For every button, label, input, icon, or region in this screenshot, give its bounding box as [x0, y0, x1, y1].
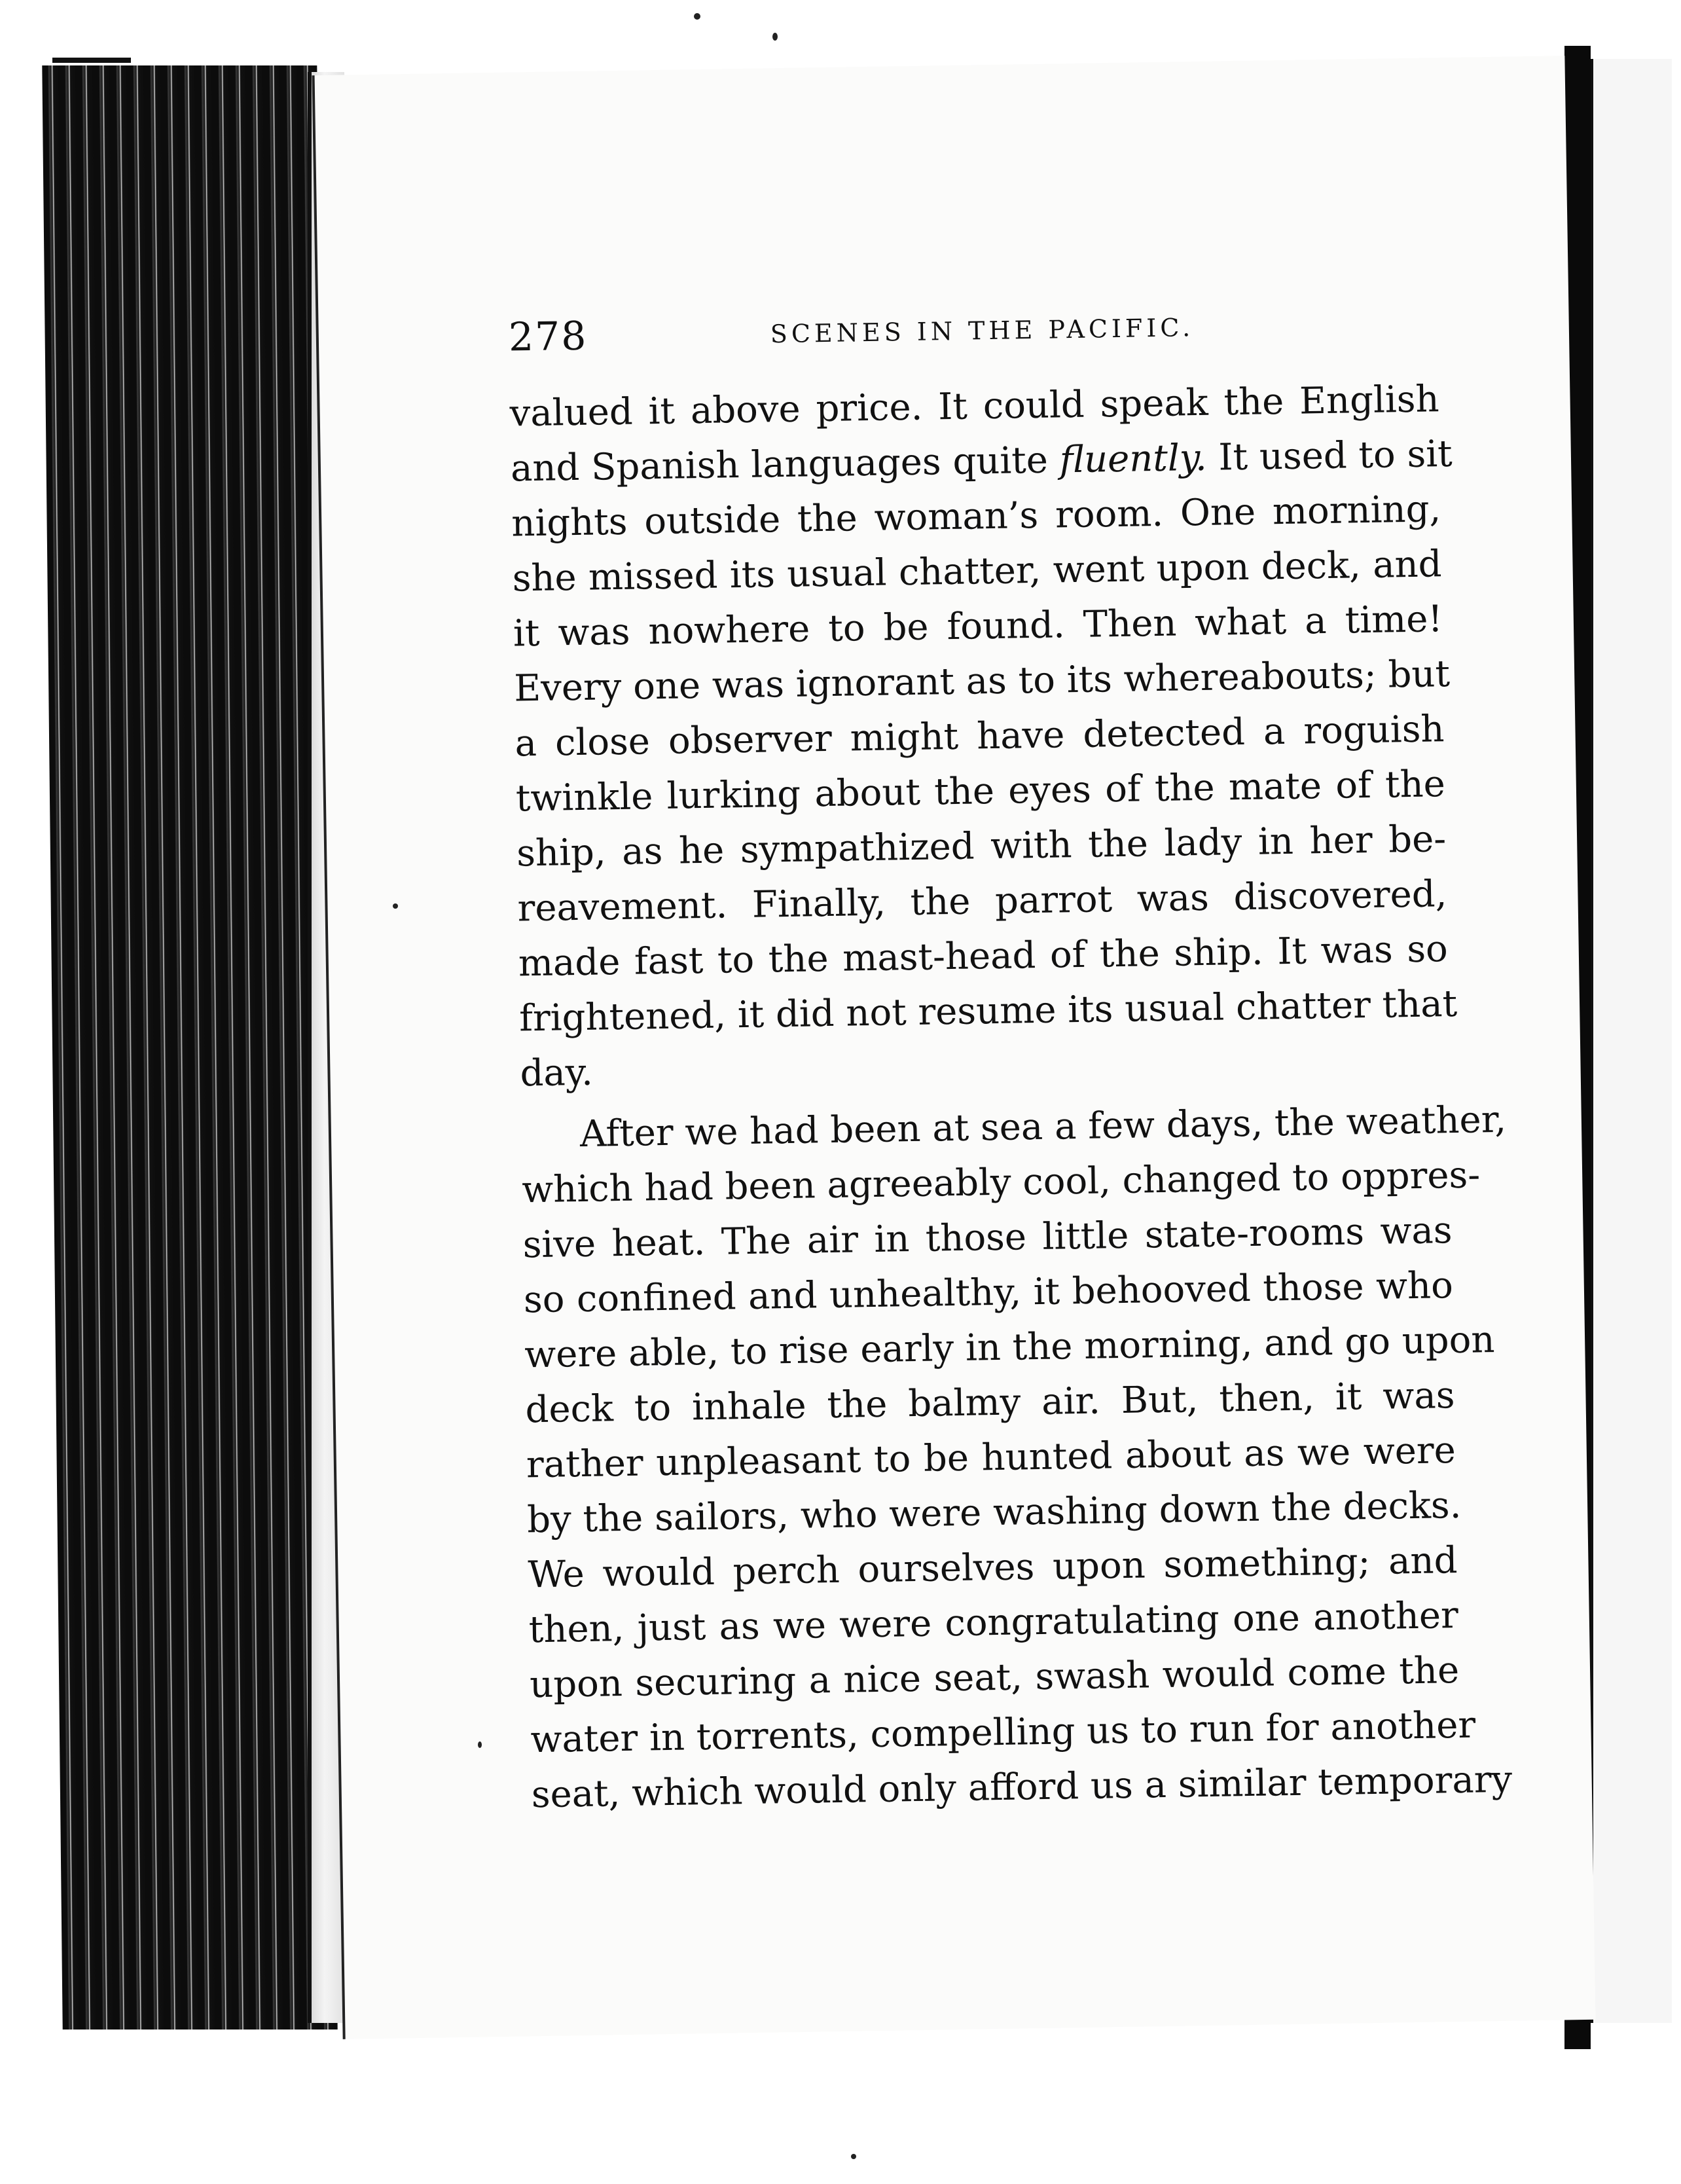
text-line: day. — [520, 1051, 594, 1095]
scan-speck — [478, 1741, 482, 1748]
text-line: deck to inhale the balmy air. But, then, it was — [525, 1374, 1455, 1432]
text-line: it was nowhere to be found. Then what a time! — [513, 598, 1443, 655]
book-page — [312, 56, 1596, 2039]
text-line: water in torrents, compelling us to run for another — [530, 1703, 1476, 1762]
text-line: which had been agreeably cool, changed to oppres- — [521, 1154, 1481, 1212]
text-line: a close observer might have detected a roguish — [515, 708, 1445, 765]
text-line: rather unpleasant to be hunted about as we were — [526, 1429, 1456, 1487]
stacked-page-edges — [42, 65, 337, 2029]
scan-speck — [393, 903, 398, 909]
italic-word: fluently. — [1059, 436, 1208, 482]
paragraph-1 — [509, 372, 1458, 1101]
text-line: frightened, it did not resume its usual chatter that — [518, 982, 1458, 1040]
text-line: We would perch ourselves upon something; and — [528, 1539, 1458, 1597]
text-line: sive heat. The air in those little state-rooms was — [522, 1209, 1453, 1267]
text-line: After we had been at sea a few days, the weather, — [579, 1098, 1507, 1156]
text-line: by the sailors, who were washing down the decks. — [526, 1483, 1462, 1542]
text-line: valued it above price. It could speak the English — [509, 378, 1440, 435]
text-line: Every one was ignorant as to its whereabouts; but — [513, 653, 1451, 710]
text-line-start: and Spanish languages quite — [510, 439, 1060, 490]
page-content — [508, 300, 1513, 1823]
scan-speck — [772, 33, 778, 41]
top-edge-mark — [52, 58, 131, 63]
text-line: seat, which would only afford us a similar temporary — [531, 1758, 1513, 1817]
page-number: 278 — [508, 313, 588, 361]
running-head-title: SCENES IN THE PACIFIC. — [770, 313, 1195, 349]
text-line: were able, to rise early in the morning, and go upon — [524, 1319, 1495, 1377]
facing-page-sliver — [1591, 59, 1672, 2023]
text-line: twinkle lurking about the eyes of the mate of the — [515, 763, 1446, 820]
text-line-end: It used to sit — [1206, 432, 1453, 479]
running-head — [508, 300, 1439, 386]
paragraph-2 — [520, 1093, 1513, 1823]
text-line: upon securing a nice seat, swash would come the — [529, 1648, 1460, 1707]
text-line: nights outside the woman’s room. One morning, — [511, 488, 1441, 545]
text-line: ship, as he sympathized with the lady in her be- — [516, 818, 1447, 875]
text-line: so confined and unhealthy, it behooved those who — [523, 1264, 1454, 1322]
text-line: then, just as we were congratulating one another — [528, 1594, 1459, 1652]
text-line: she missed its usual chatter, went upon deck, and — [512, 543, 1443, 600]
scan-speck — [851, 2154, 856, 2159]
scan-speck — [694, 13, 700, 20]
text-line: made fast to the mast-head of the ship. It was so — [518, 928, 1449, 985]
text-line: reavement. Finally, the parrot was discovered, — [517, 873, 1447, 930]
